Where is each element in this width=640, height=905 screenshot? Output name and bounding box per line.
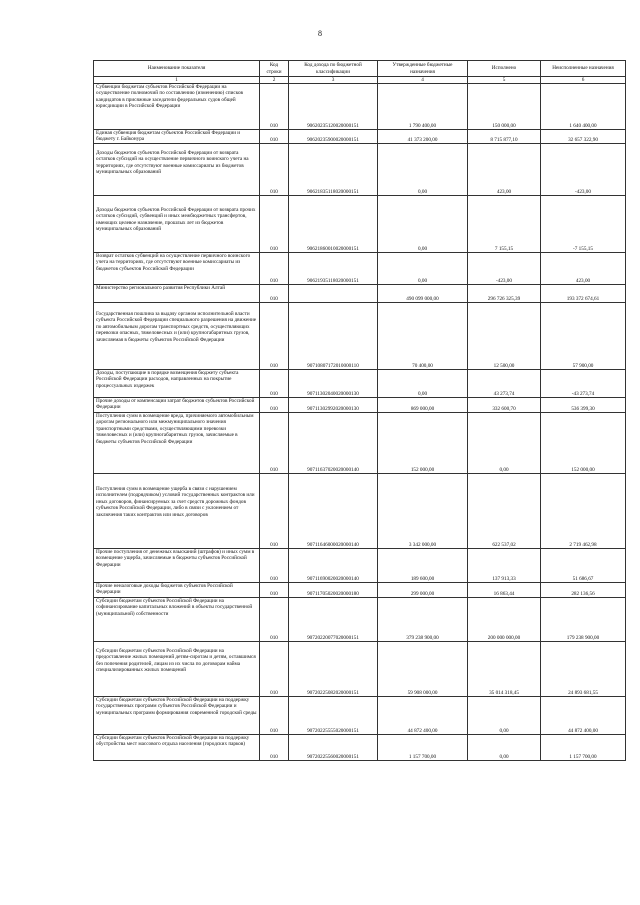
row-executed: 43 273,74 [468, 370, 541, 398]
row-remaining: 51 686,67 [541, 549, 626, 583]
row-name: Субсидии бюджетам субъектов Российской Федерации на софинансирование капитальных вложений в объекты государственной (муниципальной) собственности [94, 598, 260, 642]
header-index-4: 4 [378, 77, 468, 84]
row-approved: 70 400,00 [378, 303, 468, 370]
row-revenue-code: 90720220077020000151 [289, 598, 378, 642]
row-approved: 0,00 [378, 196, 468, 253]
row-approved: 1 157 700,00 [378, 735, 468, 761]
header-remaining: Неисполненные назначения [541, 61, 626, 77]
row-name: Доходы, поступающие в порядке возмещения бюджету субъекта Российской Федерации расходов, направленных на покрытие процессуальных издержек [94, 370, 260, 398]
row-line-code: 010 [260, 130, 289, 144]
row-name: Поступления сумм в возмещение вреда, причиняемого автомобильным дорогам регионального или межмуниципального значения транспортными средствами, осуществляющими перевозки тяжеловесных и (или) крупногабаритных грузов, зачисляемые в бюджеты субъектов Российской Федерации [94, 413, 260, 474]
row-line-code: 010 [260, 642, 289, 697]
row-line-code: 010 [260, 253, 289, 285]
row-remaining: 57 900,00 [541, 303, 626, 370]
header-indicator-name: Наименование показателя [94, 61, 260, 77]
row-approved: 379 238 900,00 [378, 598, 468, 642]
row-line-code: 010 [260, 144, 289, 196]
row-approved: 869 000,00 [378, 398, 468, 413]
row-name: Доходы бюджетов субъектов Российской Федерации от возврата остатков субсидий на осуществление первичного воинского учета на территориях, где отсутствуют военные комиссариаты из бюджетов муниципальных образований [94, 144, 260, 196]
row-revenue-code: 90621935118020000151 [289, 253, 378, 285]
row-name: Прочие доходы от компенсации затрат бюджетов субъектов Российской Федерации [94, 398, 260, 413]
row-approved: 490 099 000,00 [378, 285, 468, 303]
row-executed: 622 537,02 [468, 474, 541, 549]
header-line-code: Код строки [260, 61, 289, 77]
row-executed: 7 155,15 [468, 196, 541, 253]
header-index-1: 1 [94, 77, 260, 84]
row-revenue-code: 90711302992020000130 [289, 398, 378, 413]
row-line-code: 010 [260, 196, 289, 253]
table-row [94, 370, 626, 398]
table-row [94, 196, 626, 253]
table-row [94, 474, 626, 549]
header-revenue-code: Код дохода по бюджетной классификации [289, 61, 378, 77]
row-remaining: 536 399,30 [541, 398, 626, 413]
row-executed: 0,00 [468, 735, 541, 761]
row-executed: 150 000,00 [468, 84, 541, 130]
row-remaining: 423,00 [541, 253, 626, 285]
row-remaining: 32 657 322,90 [541, 130, 626, 144]
row-approved: 299 000,00 [378, 583, 468, 598]
row-name: Единая субвенция бюджетам субъектов Российской Федерации и бюджету г. Байконура [94, 130, 260, 144]
table-row [94, 130, 626, 144]
row-remaining: 1 640 400,00 [541, 84, 626, 130]
row-remaining: -423,00 [541, 144, 626, 196]
row-revenue-code: 90621860010020000151 [289, 196, 378, 253]
row-executed: -423,00 [468, 253, 541, 285]
page-number: 8 [318, 29, 322, 38]
header-approved: Утвержденные бюджетные назначения [378, 61, 468, 77]
row-executed: 137 913,33 [468, 549, 541, 583]
header-index-3: 3 [289, 77, 378, 84]
row-line-code: 010 [260, 370, 289, 398]
row-remaining: -43 273,74 [541, 370, 626, 398]
row-approved: 3 342 000,00 [378, 474, 468, 549]
table-row [94, 642, 626, 697]
row-executed: 0,00 [468, 413, 541, 474]
row-remaining: 2 719 462,98 [541, 474, 626, 549]
row-remaining: 179 238 900,00 [541, 598, 626, 642]
row-revenue-code: 90711690020020000140 [289, 549, 378, 583]
table-row [94, 303, 626, 370]
row-approved: 44 872 400,00 [378, 697, 468, 735]
row-line-code: 010 [260, 285, 289, 303]
row-name: Возврат остатков субвенций на осуществление первичного воинского учета на территориях, где отсутствуют военные комиссариаты из бюджетов субъектов Российской Федерации [94, 253, 260, 285]
row-executed: 12 500,00 [468, 303, 541, 370]
row-name: Прочие поступления от денежных взысканий (штрафов) и иных сумм в возмещение ущерба, зачисляемые в бюджеты субъектов Российской Федерации [94, 549, 260, 583]
row-revenue-code: 90621835118020000151 [289, 144, 378, 196]
row-approved: 59 908 000,00 [378, 642, 468, 697]
row-line-code: 010 [260, 84, 289, 130]
row-revenue-code: 90711646000020000140 [289, 474, 378, 549]
row-executed: 200 000 000,00 [468, 598, 541, 642]
row-remaining: 152 000,00 [541, 413, 626, 474]
table-row [94, 549, 626, 583]
row-name: Поступления сумм в возмещение ущерба в связи с нарушением исполнителем (подрядчиком) условий государственных контрактов или иных договоров, финансируемых за счет средств дорожных фондов субъектов Российской Федерации, либо в связи с уклонением от заключения таких контрактов или иных договоров [94, 474, 260, 549]
row-revenue-code: 90720225555020000151 [289, 697, 378, 735]
row-revenue-code: 90720225082020000151 [289, 642, 378, 697]
table-row [94, 735, 626, 761]
header-executed: Исполнено [468, 61, 541, 77]
row-approved: 152 000,00 [378, 413, 468, 474]
table-row [94, 398, 626, 413]
row-name: Доходы бюджетов субъектов Российской Федерации от возврата прочих остатков субсидий, субвенций и иных межбюджетных трансфертов, имеющих целевое назначение, прошлых лет из бюджетов муниципальных образований [94, 196, 260, 253]
row-name: Субвенции бюджетам субъектов Российской Федерации на осуществление полномочий по составлению (изменению) списков кандидатов в присяжные заседатели федеральных судов общей юрисдикции в Российской Федерации [94, 84, 260, 130]
row-executed: 296 726 325,39 [468, 285, 541, 303]
table-row [94, 598, 626, 642]
row-line-code: 010 [260, 598, 289, 642]
row-executed: 0,00 [468, 697, 541, 735]
row-revenue-code: 90620235120020000151 [289, 84, 378, 130]
row-revenue-code: 90711302040020000130 [289, 370, 378, 398]
table-row [94, 253, 626, 285]
header-index-5: 5 [468, 77, 541, 84]
row-revenue-code: 90711637020020000140 [289, 413, 378, 474]
row-approved: 189 600,00 [378, 549, 468, 583]
row-name: Министерство регионального развития Республики Алтай [94, 285, 260, 303]
row-executed: 423,00 [468, 144, 541, 196]
row-approved: 0,00 [378, 370, 468, 398]
row-line-code: 010 [260, 413, 289, 474]
row-line-code: 010 [260, 697, 289, 735]
row-approved: 41 373 200,00 [378, 130, 468, 144]
table-row [94, 285, 626, 303]
row-remaining: 44 872 400,00 [541, 697, 626, 735]
row-line-code: 010 [260, 735, 289, 761]
row-remaining: 193 372 674,61 [541, 285, 626, 303]
row-name: Прочие неналоговые доходы бюджетов субъектов Российской Федерации [94, 583, 260, 598]
row-executed: 332 600,70 [468, 398, 541, 413]
table-row [94, 697, 626, 735]
row-revenue-code: 90711705020020000180 [289, 583, 378, 598]
row-remaining: 1 157 700,00 [541, 735, 626, 761]
table-row [94, 413, 626, 474]
table-row [94, 144, 626, 196]
row-executed: 16 863,44 [468, 583, 541, 598]
row-revenue-code: 90620235900020000151 [289, 130, 378, 144]
row-name: Субсидии бюджетам субъектов Российской Федерации на поддержку государственных программ субъектов Российской Федерации и муниципальных программ формирования современной городской среды [94, 697, 260, 735]
row-approved: 0,00 [378, 253, 468, 285]
row-executed: 8 715 877,10 [468, 130, 541, 144]
row-name: Субсидии бюджетам субъектов Российской Федерации на поддержку обустройства мест массового отдыха населения (городских парков) [94, 735, 260, 761]
header-index-2: 2 [260, 77, 289, 84]
row-approved: 0,00 [378, 144, 468, 196]
row-name: Государственная пошлина за выдачу органом исполнительной власти субъекта Российской Федерации специального разрешения на движение по автомобильным дорогам транспортных средств, осуществляющих перевозки опасных, тяжеловесных и (или) крупногабаритных грузов, зачисляемая в бюджеты субъектов Российской Федерации [94, 303, 260, 370]
row-line-code: 010 [260, 303, 289, 370]
row-line-code: 010 [260, 549, 289, 583]
row-remaining: 282 136,56 [541, 583, 626, 598]
table-row [94, 583, 626, 598]
row-line-code: 010 [260, 398, 289, 413]
row-approved: 1 790 400,00 [378, 84, 468, 130]
row-revenue-code [289, 285, 378, 303]
header-index-6: 6 [541, 77, 626, 84]
row-name: Субсидии бюджетам субъектов Российской Федерации на предоставление жилых помещений детям-сиротам и детям, оставшимся без попечения родителей, лицам из их числа по договорам найма специализированных жилых помещений [94, 642, 260, 697]
row-line-code: 010 [260, 583, 289, 598]
table-row [94, 84, 626, 130]
row-remaining: 24 893 681,55 [541, 642, 626, 697]
budget-revenue-table [93, 60, 626, 761]
row-remaining: -7 155,15 [541, 196, 626, 253]
row-executed: 35 014 318,45 [468, 642, 541, 697]
row-revenue-code: 90710807172010000110 [289, 303, 378, 370]
row-revenue-code: 90720225560020000151 [289, 735, 378, 761]
row-line-code: 010 [260, 474, 289, 549]
